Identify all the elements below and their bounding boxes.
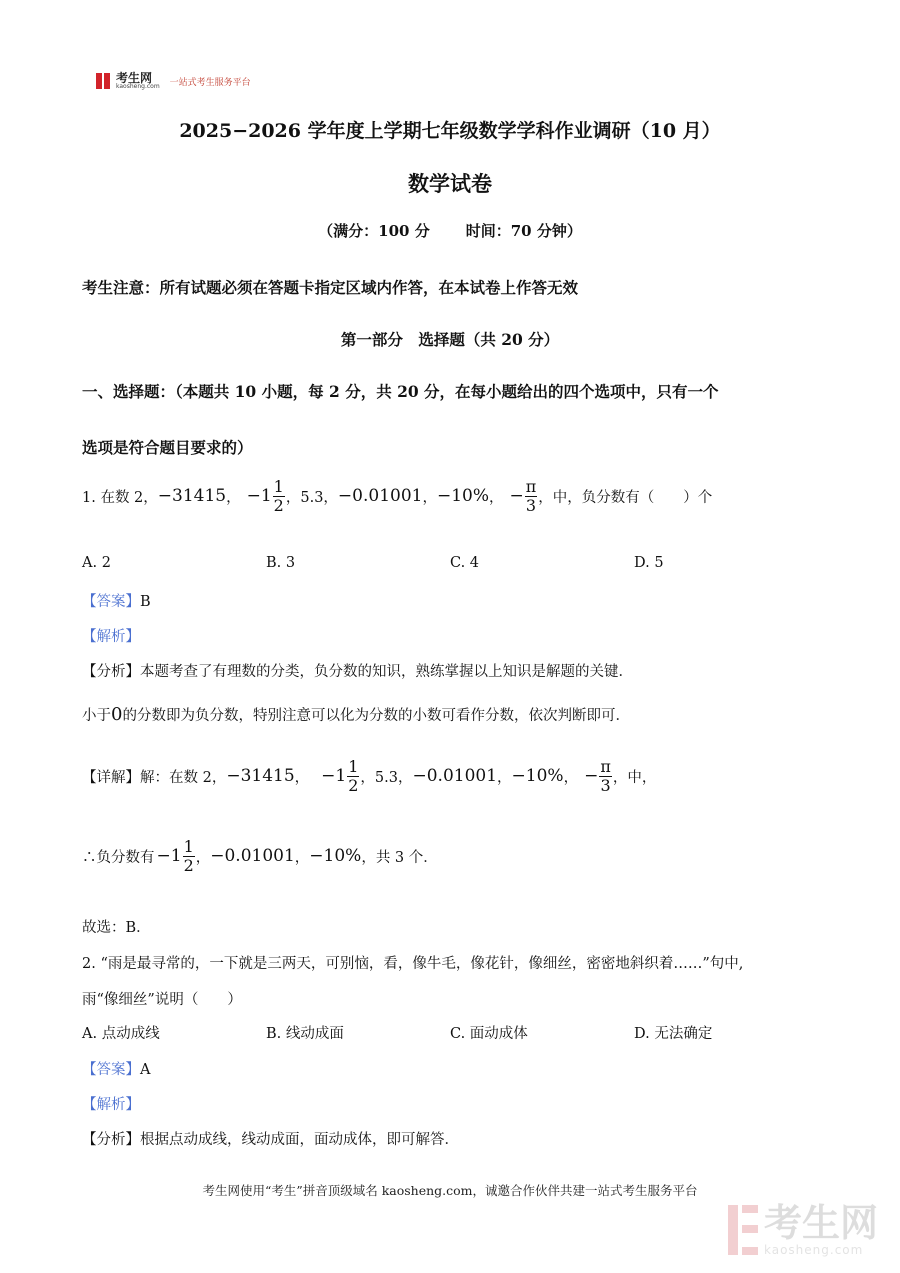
detail-prefix: 【详解】解：在数 2， xyxy=(82,769,227,786)
q2-option-d: D. 无法确定 xyxy=(634,1026,713,1042)
answer-value: A xyxy=(140,1062,151,1078)
q1-separator: ， xyxy=(489,489,504,506)
fraction-numerator: 1 xyxy=(348,756,359,776)
therefore-separator: ， xyxy=(294,849,310,866)
q1-mixed-whole: −1 xyxy=(246,486,272,506)
q1-detail xyxy=(82,750,656,802)
detail-separator: ， xyxy=(497,769,512,786)
watermark-text xyxy=(764,1203,878,1257)
q1-option-b: B. 3 xyxy=(266,555,296,571)
fraction-numerator: π xyxy=(525,476,537,496)
answer-label: 【答案】 xyxy=(82,594,140,610)
detail-suffix: ，中， xyxy=(612,769,657,786)
watermark-domain: kaosheng.com xyxy=(763,1243,864,1257)
detail-mixed-whole: −1 xyxy=(321,766,347,786)
fraction-numerator: 1 xyxy=(183,836,194,856)
q1-pi-sign: − xyxy=(509,486,524,506)
q2-option-b: B. 线动成面 xyxy=(266,1026,344,1042)
q2-option-a: A. 点动成线 xyxy=(82,1026,160,1042)
fraction-numerator: 1 xyxy=(273,476,284,496)
exam-notice: 考生注意：所有试题必须在答题卡指定区域内作答，在本试卷上作答无效 xyxy=(82,278,579,297)
detail-separator: ， xyxy=(294,769,310,786)
note-zero: 0 xyxy=(111,704,123,725)
full-score: （满分：100 分 xyxy=(318,222,430,240)
q1-suffix: ，中，负分数有（ ）个 xyxy=(538,489,713,506)
answer-label: 【答案】 xyxy=(82,1062,140,1078)
detail-percent: −10% xyxy=(511,766,564,786)
therefore-mixed-fraction xyxy=(183,838,195,875)
q1-separator: ， xyxy=(422,489,437,506)
watermark-logo xyxy=(728,1203,878,1257)
q2-analysis-label: 【解析】 xyxy=(82,1097,140,1113)
therefore-percent: −10% xyxy=(309,846,362,866)
q1-therefore xyxy=(82,830,438,882)
watermark-name: 考生网 xyxy=(763,1201,878,1245)
question-2-line1: 2. “雨是最寻常的，一下就是三两天，可别恼，看，像牛毛，像花针，像细丝，密密地斜织着……”句中, xyxy=(82,956,744,972)
q1-choice: 故选：B． xyxy=(82,920,151,936)
exam-time: 时间：70 分钟） xyxy=(465,222,582,240)
fraction-denominator: 3 xyxy=(525,495,537,515)
question-2-line2: 雨“像细丝”说明（ ） xyxy=(82,992,242,1008)
section-heading-line1: 一、选择题：（本题共 10 小题，每 2 分，共 20 分，在每小题给出的四个选项中，只有一个 xyxy=(82,382,719,401)
q1-decimal: −0.01001 xyxy=(337,486,423,506)
page-footer: 考生网使用“考生”拼音顶级域名 kaosheng.com，诚邀合作伙伴共建一站式考生服务平台 xyxy=(202,1183,698,1198)
q2-option-c: C. 面动成体 xyxy=(450,1026,528,1042)
therefore-decimal: −0.01001 xyxy=(210,846,295,866)
detail-mixed-fraction xyxy=(347,758,359,795)
detail-decimal: −0.01001 xyxy=(412,766,498,786)
fraction-numerator: π xyxy=(600,756,611,776)
q2-analysis-text: 【分析】根据点动成线，线动成面，面动成体，即可解答． xyxy=(82,1132,459,1148)
fraction-denominator: 2 xyxy=(183,855,194,875)
therefore-suffix: ，共 3 个． xyxy=(361,849,438,866)
detail-pi-fraction xyxy=(599,758,612,795)
detail-separator: ， xyxy=(563,769,579,786)
q1-option-a: A. 2 xyxy=(82,555,111,571)
fraction-denominator: 2 xyxy=(348,775,359,795)
q1-option-d: D. 5 xyxy=(634,555,664,571)
logo-domain: kaosheng.com xyxy=(116,83,160,90)
exam-subtitle: 数学试卷 xyxy=(408,171,492,196)
q1-separator: ，5.3， xyxy=(285,489,338,506)
q1-separator: ， xyxy=(226,489,241,506)
detail-separator: ，5.3， xyxy=(360,769,413,786)
logo-slogan: 一站式考生服务平台 xyxy=(169,77,251,88)
watermark-mark-icon xyxy=(728,1205,758,1255)
question-1 xyxy=(82,470,712,522)
q1-number: −31415 xyxy=(157,486,227,506)
logo-brand-name: 考生网 xyxy=(116,71,153,85)
note-suffix: 的分数即为负分数，特别注意可以化为分数的小数可看作分数，依次判断即可． xyxy=(122,708,630,724)
q1-pi-fraction xyxy=(525,478,538,515)
q1-analysis-text: 【分析】本题考查了有理数的分类，负分数的知识，熟练掌握以上知识是解题的关键． xyxy=(82,664,633,680)
q1-prefix: 1. 在数 2， xyxy=(82,489,158,506)
q1-analysis-label: 【解析】 xyxy=(82,629,140,645)
exam-score-time xyxy=(0,220,900,241)
logo-mark-icon xyxy=(96,73,110,89)
therefore-prefix: ∴负分数有 xyxy=(82,849,155,866)
q2-answer xyxy=(82,1058,150,1079)
q1-percent: −10% xyxy=(436,486,489,506)
q1-mixed-fraction xyxy=(273,478,285,515)
fraction-denominator: 2 xyxy=(273,495,284,515)
part-heading: 第一部分 选择题（共 20 分） xyxy=(340,330,560,349)
therefore-mixed-whole: −1 xyxy=(156,846,182,866)
q1-answer xyxy=(82,590,151,611)
detail-pi-sign: − xyxy=(584,766,599,786)
therefore-separator: ， xyxy=(195,849,211,866)
q1-note xyxy=(82,704,630,725)
logo-text xyxy=(116,72,160,90)
section-heading-line2: 选项是符合题目要求的） xyxy=(82,438,253,457)
detail-number: −31415 xyxy=(226,766,295,786)
q1-option-c: C. 4 xyxy=(450,555,480,571)
answer-value: B xyxy=(140,594,151,610)
fraction-denominator: 3 xyxy=(600,775,611,795)
note-prefix: 小于 xyxy=(82,708,111,724)
brand-logo xyxy=(96,72,251,90)
exam-title: 2025−2026 学年度上学期七年级数学学科作业调研（10 月） xyxy=(179,120,721,142)
